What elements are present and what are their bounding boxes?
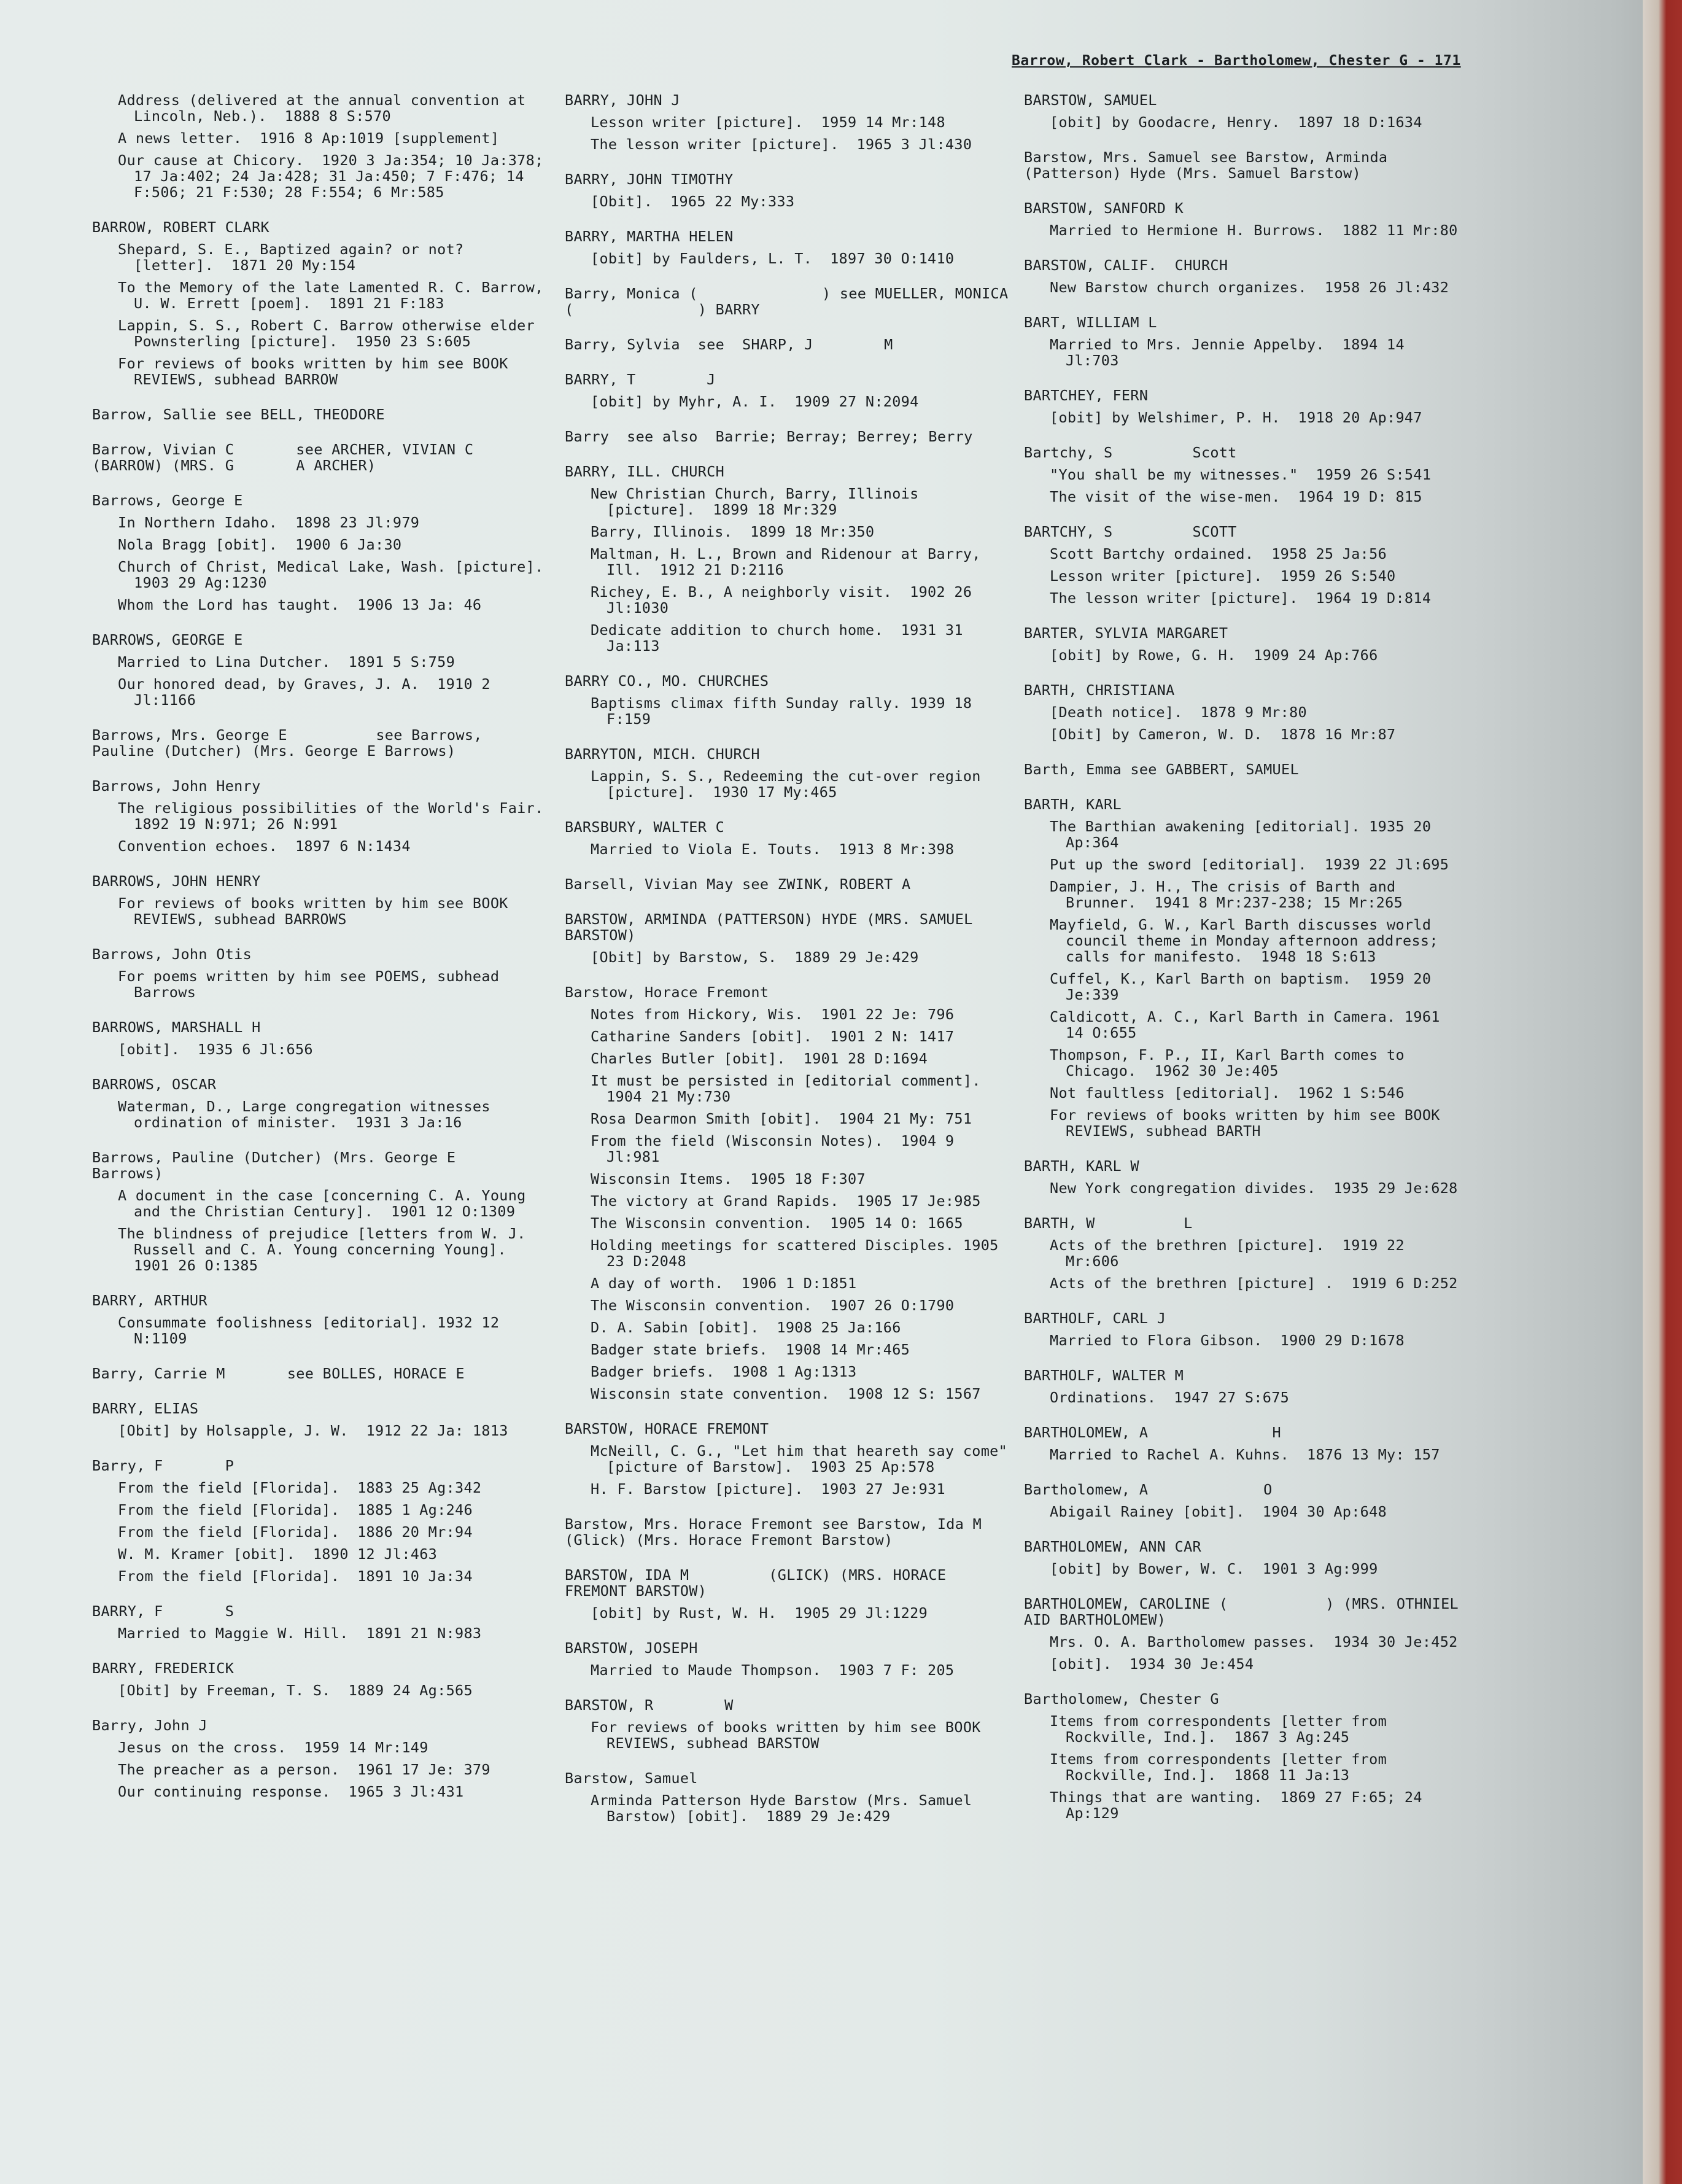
index-entry <box>92 1717 549 1800</box>
index-entry <box>565 911 1010 965</box>
entry-heading: BARSTOW, IDA M (GLICK) (MRS. HORACE FREMONT BARSTOW) <box>565 1566 955 1599</box>
entry-citation: The Wisconsin convention. 1907 26 O:1790 <box>591 1297 955 1314</box>
entry-citation: Convention echoes. 1897 6 N:1434 <box>118 837 411 855</box>
index-entry <box>92 1366 549 1382</box>
entry-citation: Our continuing response. 1965 3 Jl:431 <box>118 1783 464 1800</box>
entry-heading: Barstow, Mrs. Samuel see Barstow, Arminda (Patterson) Hyde (Mrs. Samuel Barstow) <box>1024 149 1397 182</box>
index-entry <box>565 984 1010 1402</box>
entry-heading: BARTHOLOMEW, CAROLINE ( ) (MRS. OTHNIEL AID BARTHOLOMEW) <box>1024 1595 1468 1628</box>
entry-citation: [obit]. 1934 30 Je:454 <box>1050 1655 1254 1673</box>
entry-citation: Dedicate addition to church home. 1931 31 Ja:113 <box>591 621 972 655</box>
entry-citation: In Northern Idaho. 1898 23 Jl:979 <box>118 514 420 531</box>
entry-citation: For reviews of books written by him see BOOK REVIEWS, subhead BARROWS <box>118 895 517 928</box>
index-entry <box>1024 314 1466 368</box>
index-entry <box>1024 149 1466 181</box>
entry-citation: [Obit] by Freeman, T. S. 1889 24 Ag:565 <box>118 1682 473 1699</box>
entry-heading: Barth, Emma see GABBERT, SAMUEL <box>1024 761 1299 778</box>
entry-heading: Barry see also Barrie; Berray; Berrey; Berry <box>565 428 973 445</box>
entry-citation: Shepard, S. E., Baptized again? or not? [letter]. 1871 20 My:154 <box>118 241 473 274</box>
entry-heading: BARROWS, GEORGE E <box>92 631 243 648</box>
entry-citation: New Barstow church organizes. 1958 26 Jl:432 <box>1050 279 1449 296</box>
index-column-3 <box>1024 92 1466 1840</box>
entry-heading: Barrows, George E <box>92 492 243 509</box>
entry-citation: Dampier, J. H., The crisis of Barth and Brunner. 1941 8 Mr:237-238; 15 Mr:265 <box>1050 878 1405 911</box>
entry-citation: McNeill, C. G., "Let him that heareth say come" [picture of Barstow]. 1903 25 Ap:578 <box>591 1442 1017 1475</box>
index-entry <box>1024 1158 1466 1196</box>
index-entry <box>565 336 1010 352</box>
entry-citation: [obit]. 1935 6 Jl:656 <box>118 1041 313 1058</box>
entry-citation: Badger state briefs. 1908 14 Mr:465 <box>591 1341 910 1358</box>
entry-citation: Our honored dead, by Graves, J. A. 1910 2 Jl:1166 <box>118 675 500 709</box>
entry-heading: Barrow, Vivian C see ARCHER, VIVIAN C (BARROW) (MRS. G A ARCHER) <box>92 441 536 474</box>
entry-citation: Lappin, S. S., Robert C. Barrow otherwise elder Pownsterling [picture]. 1950 23 S:605 <box>118 317 544 350</box>
index-entry <box>565 171 1010 209</box>
entry-citation: Acts of the brethren [picture]. 1919 22 Mr:606 <box>1050 1237 1414 1270</box>
entry-citation: To the Memory of the late Lamented R. C. Barrow, U. W. Errett [poem]. 1891 21 F:183 <box>118 279 552 312</box>
entry-citation: Cuffel, K., Karl Barth on baptism. 1959 20 Je:339 <box>1050 970 1440 1003</box>
entry-citation: Catharine Sanders [obit]. 1901 2 N: 1417 <box>591 1028 955 1045</box>
entry-citation: The blindness of prejudice [letters from W. J. Russell and C. A. Young concerning Young]. 1901 26 O:1385 <box>118 1225 535 1274</box>
index-entry <box>92 492 562 613</box>
entry-citation: Married to Viola E. Touts. 1913 8 Mr:398 <box>591 841 955 858</box>
entry-heading: Barstow, Horace Fremont <box>565 984 769 1001</box>
index-entry <box>92 1292 549 1347</box>
index-entry <box>92 632 549 708</box>
entry-citation: Whom the Lord has taught. 1906 13 Ja: 46 <box>118 596 482 613</box>
entry-citation: Scott Bartchy ordained. 1958 25 Ja:56 <box>1050 545 1387 562</box>
entry-heading: BARSTOW, ARMINDA (PATTERSON) HYDE (MRS. SAMUEL BARSTOW) <box>565 911 982 944</box>
entry-heading: BARSBURY, WALTER C <box>565 818 725 836</box>
entry-citation: Married to Maude Thompson. 1903 7 F: 205 <box>591 1661 955 1679</box>
entry-citation: For poems written by him see POEMS, subhead Barrows <box>118 968 508 1001</box>
index-entry <box>92 946 549 1000</box>
entry-citation: H. F. Barstow [picture]. 1903 27 Je:931 <box>591 1480 945 1498</box>
entry-citation: New Christian Church, Barry, Illinois [picture]. 1899 18 Mr:329 <box>591 485 928 518</box>
entry-citation: The visit of the wise-men. 1964 19 D: 815 <box>1050 488 1422 505</box>
index-entry <box>92 441 549 473</box>
entry-citation: A news letter. 1916 8 Ap:1019 [supplement] <box>118 130 500 147</box>
index-entry <box>565 1697 1010 1751</box>
entry-citation: [obit] by Rowe, G. H. 1909 24 Ap:766 <box>1050 647 1378 664</box>
entry-citation: Address (delivered at the annual convention at Lincoln, Neb.). 1888 8 S:570 <box>118 91 535 125</box>
entry-heading: Barrows, John Otis <box>92 946 252 963</box>
entry-heading: BARTER, SYLVIA MARGARET <box>1024 624 1228 642</box>
entry-heading: BARROWS, JOHN HENRY <box>92 872 261 890</box>
index-entry <box>565 1640 1010 1678</box>
entry-citation: [Death notice]. 1878 9 Mr:80 <box>1050 704 1307 721</box>
entry-citation: Arminda Patterson Hyde Barstow (Mrs. Samuel Barstow) [obit]. 1889 29 Je:429 <box>591 1792 981 1825</box>
index-column-1 <box>92 91 562 1819</box>
index-entry <box>565 1420 1017 1498</box>
index-entry <box>1024 761 1466 777</box>
entry-citation: [obit] by Goodacre, Henry. 1897 18 D:1634 <box>1050 114 1422 131</box>
index-entry <box>1024 682 1466 742</box>
entry-citation: Lesson writer [picture]. 1959 14 Mr:148 <box>591 114 945 131</box>
index-entry <box>565 371 1010 410</box>
entry-citation: Married to Maggie W. Hill. 1891 21 N:983 <box>118 1625 482 1642</box>
entry-heading: BARROWS, OSCAR <box>92 1076 217 1093</box>
entry-citation: A day of worth. 1906 1 D:1851 <box>591 1275 857 1292</box>
index-entry <box>1024 625 1466 663</box>
index-entry <box>1024 1539 1466 1577</box>
index-entry <box>565 876 1010 892</box>
index-entry <box>1024 524 1466 606</box>
index-entry <box>1024 796 1466 1139</box>
index-entry <box>565 228 1010 266</box>
entry-heading: BARROW, ROBERT CLARK <box>92 219 269 236</box>
entry-citation: Married to Flora Gibson. 1900 29 D:1678 <box>1050 1332 1405 1349</box>
entry-citation: [Obit] by Holsapple, J. W. 1912 22 Ja: 1813 <box>118 1422 508 1439</box>
entry-heading: BARTHOLOMEW, A H <box>1024 1424 1281 1441</box>
index-entry <box>565 673 1010 727</box>
entry-citation: [obit] by Rust, W. H. 1905 29 Jl:1229 <box>591 1604 928 1622</box>
entry-citation: Married to Hermione H. Burrows. 1882 11 Mr:80 <box>1050 222 1458 239</box>
entry-heading: BARRY, ARTHUR <box>92 1292 207 1309</box>
entry-heading: BARROWS, MARSHALL H <box>92 1019 261 1036</box>
entry-citation: A document in the case [concerning C. A. Young and the Christian Century]. 1901 12 O:1309 <box>118 1187 535 1220</box>
entry-citation: From the field (Wisconsin Notes). 1904 9 Jl:981 <box>591 1132 963 1165</box>
entry-citation: Things that are wanting. 1869 27 F:65; 24 Ap:129 <box>1050 1789 1432 1822</box>
index-entry <box>565 429 1010 445</box>
entry-heading: BARTHOLF, WALTER M <box>1024 1367 1184 1384</box>
entry-citation: For reviews of books written by him see BOOK REVIEWS, subhead BARROW <box>118 355 517 388</box>
index-entry <box>1024 257 1466 295</box>
entry-citation: Lesson writer [picture]. 1959 26 S:540 <box>1050 567 1396 585</box>
entry-heading: BART, WILLIAM L <box>1024 314 1157 331</box>
entry-citation: Ordinations. 1947 27 S:675 <box>1050 1389 1290 1406</box>
entry-heading: Barstow, Mrs. Horace Fremont see Barstow, Ida M (Glick) (Mrs. Horace Fremont Barstow) <box>565 1515 1044 1549</box>
index-entry <box>1024 1691 1466 1821</box>
index-entry <box>92 1401 549 1439</box>
index-entry <box>565 819 1010 857</box>
entry-citation: Baptisms climax fifth Sunday rally. 1939 18 F:159 <box>591 694 981 728</box>
entry-citation: [Obit] by Barstow, S. 1889 29 Je:429 <box>591 949 919 966</box>
entry-heading: BARTHOLF, CARL J <box>1024 1310 1166 1327</box>
index-entry <box>565 746 1010 800</box>
index-entry <box>565 464 1010 654</box>
entry-citation: Mrs. O. A. Bartholomew passes. 1934 30 Je:452 <box>1050 1633 1458 1650</box>
index-entry <box>1024 1367 1466 1405</box>
entry-citation: For reviews of books written by him see BOOK REVIEWS, subhead BARSTOW <box>591 1719 990 1752</box>
entry-citation: [obit] by Welshimer, P. H. 1918 20 Ap:947 <box>1050 409 1422 426</box>
entry-heading: BARRY, JOHN J <box>565 91 680 109</box>
index-entry <box>92 777 562 855</box>
entry-citation: [obit] by Faulders, L. T. 1897 30 O:1410 <box>591 250 955 267</box>
entry-citation: [obit] by Bower, W. C. 1901 3 Ag:999 <box>1050 1560 1378 1577</box>
index-entry <box>92 406 549 422</box>
entry-citation: Acts of the brethren [picture] . 1919 6 D:252 <box>1050 1275 1458 1292</box>
index-entry <box>1024 200 1466 238</box>
index-entry <box>92 1660 549 1698</box>
entry-citation: The lesson writer [picture]. 1965 3 Jl:430 <box>591 136 972 153</box>
entry-citation: Charles Butler [obit]. 1901 28 D:1694 <box>591 1050 928 1067</box>
index-entry <box>565 1515 1044 1549</box>
entry-heading: Barry, F P <box>92 1457 234 1474</box>
entry-heading: BARRY, ILL. CHURCH <box>565 463 725 480</box>
entry-citation: Lappin, S. S., Redeeming the cut-over region [picture]. 1930 17 My:465 <box>591 768 990 801</box>
index-entry <box>1024 92 1466 130</box>
entry-citation: [Obit]. 1965 22 My:333 <box>591 193 795 210</box>
index-entry <box>1024 387 1466 426</box>
running-head: Barrow, Robert Clark - Bartholomew, Chester G - 171 <box>1012 53 1461 69</box>
entry-heading: Barrow, Sallie see BELL, THEODORE <box>92 406 385 423</box>
entry-citation: Rosa Dearmon Smith [obit]. 1904 21 My: 751 <box>591 1110 972 1127</box>
entry-heading: BARRY, T J <box>565 371 716 388</box>
entry-heading: BARRY, FREDERICK <box>92 1660 234 1677</box>
entry-citation: Holding meetings for scattered Disciples. 1905 23 D:2048 <box>591 1237 1008 1270</box>
index-entry <box>92 1603 549 1641</box>
entry-heading: BARTCHEY, FERN <box>1024 387 1149 404</box>
index-entry <box>565 1567 1010 1621</box>
entry-citation: From the field [Florida]. 1891 10 Ja:34 <box>118 1568 473 1585</box>
entry-citation: Our cause at Chicory. 1920 3 Ja:354; 10 Ja:378; 17 Ja:402; 24 Ja:428; 31 Ja:450; 7 F:476; 14 F:506; 21 F:530; 28 F:554; 6 Mr:585 <box>118 152 552 201</box>
entry-citation: From the field [Florida]. 1883 25 Ag:342 <box>118 1479 482 1496</box>
index-entry <box>1024 445 1466 505</box>
entry-heading: Bartchy, S Scott <box>1024 444 1237 461</box>
entry-citation: Abigail Rainey [obit]. 1904 30 Ap:648 <box>1050 1503 1387 1520</box>
entry-heading: BARSTOW, HORACE FREMONT <box>565 1420 769 1437</box>
entry-heading: Bartholomew, A O <box>1024 1481 1273 1498</box>
index-entry <box>1024 1482 1466 1520</box>
entry-citation: Thompson, F. P., II, Karl Barth comes to Chicago. 1962 30 Je:405 <box>1050 1046 1414 1079</box>
entry-heading: Barrows, Pauline (Dutcher) (Mrs. George E Barrows) <box>92 1149 518 1182</box>
entry-citation: The Barthian awakening [editorial]. 1935 20 Ap:364 <box>1050 818 1440 851</box>
entry-citation: The victory at Grand Rapids. 1905 17 Je:985 <box>591 1192 981 1210</box>
index-entry <box>565 92 1010 152</box>
entry-citation: Married to Lina Dutcher. 1891 5 S:759 <box>118 653 455 670</box>
entry-heading: BARTH, KARL W <box>1024 1157 1139 1175</box>
entry-citation: Items from correspondents [letter from Rockville, Ind.]. 1868 11 Ja:13 <box>1050 1751 1396 1784</box>
index-entry <box>92 1019 549 1057</box>
entry-heading: BARRY, F S <box>92 1603 234 1620</box>
index-entry <box>1024 1424 1466 1463</box>
entry-heading: BARSTOW, SANFORD K <box>1024 200 1184 217</box>
entry-heading: Barrows, Mrs. George E see Barrows, Pauline (Dutcher) (Mrs. George E Barrows) <box>92 726 492 760</box>
entry-citation: D. A. Sabin [obit]. 1908 25 Ja:166 <box>591 1319 901 1336</box>
entry-citation: The lesson writer [picture]. 1964 19 D:814 <box>1050 589 1432 607</box>
entry-citation: It must be persisted in [editorial comment]. 1904 21 My:730 <box>591 1072 999 1105</box>
entry-heading: BARRY, MARTHA HELEN <box>565 228 734 245</box>
index-entry <box>92 219 552 388</box>
entry-citation: Badger briefs. 1908 1 Ag:1313 <box>591 1363 857 1380</box>
entry-citation: Maltman, H. L., Brown and Ridenour at Barry, Ill. 1912 21 D:2116 <box>591 545 990 578</box>
entry-citation: The Wisconsin convention. 1905 14 O: 1665 <box>591 1214 963 1232</box>
entry-citation: Mayfield, G. W., Karl Barth discusses world council theme in Monday afternoon address; calls for manifesto. 1948 18 S:613 <box>1050 916 1448 965</box>
entry-heading: BARSTOW, CALIF. CHURCH <box>1024 257 1228 274</box>
entry-heading: Barstow, Samuel <box>565 1770 698 1787</box>
entry-citation: Items from correspondents [letter from Rockville, Ind.]. 1867 3 Ag:245 <box>1050 1712 1396 1746</box>
entry-heading: BARSTOW, SAMUEL <box>1024 91 1157 109</box>
index-entry <box>92 1458 549 1584</box>
entry-heading: Barsell, Vivian May see ZWINK, ROBERT A <box>565 876 911 893</box>
index-entry <box>1024 1215 1466 1291</box>
entry-heading: BARRY, ELIAS <box>92 1400 199 1417</box>
entry-heading: BARTH, W L <box>1024 1214 1193 1232</box>
entry-heading: BARRY CO., MO. CHURCHES <box>565 672 769 690</box>
index-column-2 <box>565 91 1044 1843</box>
entry-heading: Barry, Monica ( ) see MUELLER, MONICA ( ) BARRY <box>565 285 1017 318</box>
entry-heading: BARTH, CHRISTIANA <box>1024 682 1175 699</box>
entry-heading: BARSTOW, JOSEPH <box>565 1639 698 1657</box>
entry-citation: Richey, E. B., A neighborly visit. 1902 26 Jl:1030 <box>591 583 981 616</box>
index-entry <box>92 91 552 201</box>
entry-heading: BARTCHY, S SCOTT <box>1024 523 1237 540</box>
index-entry <box>92 1149 549 1273</box>
entry-heading: Bartholomew, Chester G <box>1024 1690 1219 1708</box>
entry-citation: Jesus on the cross. 1959 14 Mr:149 <box>118 1739 428 1756</box>
index-entry <box>565 1770 1010 1824</box>
entry-citation: New York congregation divides. 1935 29 Je:628 <box>1050 1179 1458 1197</box>
entry-citation: Church of Christ, Medical Lake, Wash. [picture]. 1903 29 Ag:1230 <box>118 558 562 591</box>
entry-heading: BARRY, JOHN TIMOTHY <box>565 171 734 188</box>
entry-citation: Not faultless [editorial]. 1962 1 S:546 <box>1050 1084 1405 1102</box>
entry-citation: The preacher as a person. 1961 17 Je: 379 <box>118 1761 490 1778</box>
entry-heading: BARRYTON, MICH. CHURCH <box>565 745 760 763</box>
entry-citation: The religious possibilities of the World's Fair. 1892 19 N:971; 26 N:991 <box>118 799 562 833</box>
entry-heading: BARSTOW, R W <box>565 1696 734 1714</box>
entry-citation: Consummate foolishness [editorial]. 1932 12 N:1109 <box>118 1314 508 1347</box>
entry-heading: Barrows, John Henry <box>92 777 261 795</box>
entry-citation: Notes from Hickory, Wis. 1901 22 Je: 796 <box>591 1006 955 1023</box>
entry-citation: Barry, Illinois. 1899 18 Mr:350 <box>591 523 875 540</box>
entry-heading: Barry, John J <box>92 1717 207 1734</box>
index-entry <box>565 285 1017 318</box>
index-entry <box>92 1076 549 1130</box>
entry-citation: Nola Bragg [obit]. 1900 6 Ja:30 <box>118 536 402 553</box>
entry-citation: Put up the sword [editorial]. 1939 22 Jl:695 <box>1050 856 1449 873</box>
entry-heading: Barry, Carrie M see BOLLES, HORACE E <box>92 1365 465 1382</box>
entry-citation: Wisconsin state convention. 1908 12 S: 1567 <box>591 1385 981 1402</box>
entry-citation: Waterman, D., Large congregation witnesses ordination of minister. 1931 3 Ja:16 <box>118 1098 500 1131</box>
entry-citation: "You shall be my witnesses." 1959 26 S:541 <box>1050 466 1432 483</box>
entry-heading: BARTHOLOMEW, ANN CAR <box>1024 1538 1201 1555</box>
entry-heading: BARTH, KARL <box>1024 796 1122 813</box>
entry-citation: Married to Mrs. Jennie Appelby. 1894 14 Jl:703 <box>1050 336 1414 369</box>
entry-citation: Married to Rachel A. Kuhns. 1876 13 My: 157 <box>1050 1446 1440 1463</box>
entry-citation: From the field [Florida]. 1886 20 Mr:94 <box>118 1523 473 1541</box>
entry-citation: W. M. Kramer [obit]. 1890 12 Jl:463 <box>118 1545 438 1563</box>
entry-citation: From the field [Florida]. 1885 1 Ag:246 <box>118 1501 473 1518</box>
entry-citation: For reviews of books written by him see BOOK REVIEWS, subhead BARTH <box>1050 1106 1449 1140</box>
entry-citation: Wisconsin Items. 1905 18 F:307 <box>591 1170 866 1187</box>
index-entry <box>92 727 549 759</box>
entry-heading: Barry, Sylvia see SHARP, J M <box>565 336 893 353</box>
index-entry <box>1024 1596 1466 1672</box>
index-entry <box>92 873 549 927</box>
entry-citation: Caldicott, A. C., Karl Barth in Camera. 1961 14 O:655 <box>1050 1008 1449 1041</box>
book-binding-edge <box>1643 0 1682 2184</box>
entry-citation: [obit] by Myhr, A. I. 1909 27 N:2094 <box>591 393 919 410</box>
entry-citation: [Obit] by Cameron, W. D. 1878 16 Mr:87 <box>1050 726 1396 743</box>
index-entry <box>1024 1310 1466 1348</box>
